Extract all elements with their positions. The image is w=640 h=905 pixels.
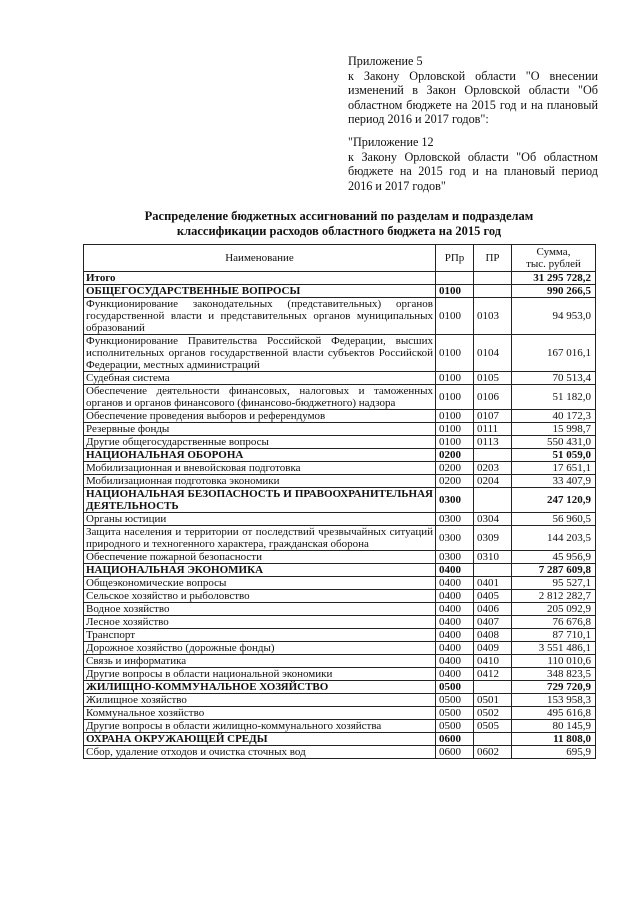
row-rpr: 0400 bbox=[436, 668, 474, 681]
row-rpr: 0200 bbox=[436, 449, 474, 462]
row-pr: 0105 bbox=[474, 372, 512, 385]
row-name: Итого bbox=[84, 272, 436, 285]
row-sum: 348 823,5 bbox=[512, 668, 596, 681]
inner-appendix-number: "Приложение 12 bbox=[348, 134, 434, 149]
table-row bbox=[84, 746, 596, 759]
row-rpr: 0400 bbox=[436, 603, 474, 616]
title-line-2: классификации расходов областного бюджета на 2015 год bbox=[176, 224, 502, 238]
row-name: ОХРАНА ОКРУЖАЮЩЕЙ СРЕДЫ bbox=[84, 733, 436, 746]
row-name: Обеспечение пожарной безопасности bbox=[84, 551, 436, 564]
row-sum: 51 059,0 bbox=[512, 449, 596, 462]
table-row bbox=[84, 629, 596, 642]
row-sum: 2 812 282,7 bbox=[512, 590, 596, 603]
row-pr bbox=[474, 285, 512, 298]
row-name: Коммунальное хозяйство bbox=[84, 707, 436, 720]
table-row bbox=[84, 436, 596, 449]
row-name: Дорожное хозяйство (дорожные фонды) bbox=[84, 642, 436, 655]
row-pr: 0409 bbox=[474, 642, 512, 655]
row-rpr: 0100 bbox=[436, 423, 474, 436]
row-rpr: 0100 bbox=[436, 385, 474, 410]
table-row bbox=[84, 603, 596, 616]
table-row bbox=[84, 707, 596, 720]
row-name: Судебная система bbox=[84, 372, 436, 385]
row-rpr: 0400 bbox=[436, 655, 474, 668]
header-rpr: РПр bbox=[436, 245, 474, 272]
row-rpr: 0100 bbox=[436, 436, 474, 449]
row-rpr: 0300 bbox=[436, 526, 474, 551]
inner-appendix-text: к Закону Орловской области "Об областном бюджете на 2015 год и на плановый период 2016 и 2017 годов" bbox=[348, 149, 598, 193]
row-sum: 17 651,1 bbox=[512, 462, 596, 475]
table-row bbox=[84, 410, 596, 423]
row-pr: 0602 bbox=[474, 746, 512, 759]
row-name: Резервные фонды bbox=[84, 423, 436, 436]
row-rpr: 0400 bbox=[436, 577, 474, 590]
row-sum: 144 203,5 bbox=[512, 526, 596, 551]
row-sum: 550 431,0 bbox=[512, 436, 596, 449]
row-rpr: 0100 bbox=[436, 298, 474, 335]
row-sum: 729 720,9 bbox=[512, 681, 596, 694]
row-pr bbox=[474, 564, 512, 577]
row-rpr: 0100 bbox=[436, 335, 474, 372]
table-row bbox=[84, 668, 596, 681]
row-sum: 110 010,6 bbox=[512, 655, 596, 668]
row-rpr: 0500 bbox=[436, 681, 474, 694]
row-pr: 0304 bbox=[474, 513, 512, 526]
row-name: Органы юстиции bbox=[84, 513, 436, 526]
row-name: Связь и информатика bbox=[84, 655, 436, 668]
row-rpr: 0400 bbox=[436, 590, 474, 603]
row-rpr: 0500 bbox=[436, 694, 474, 707]
table-row bbox=[84, 655, 596, 668]
row-sum: 51 182,0 bbox=[512, 385, 596, 410]
header-sum-line-1: Сумма, bbox=[536, 246, 571, 258]
budget-table bbox=[83, 244, 596, 759]
table-row bbox=[84, 642, 596, 655]
header-sum bbox=[512, 245, 596, 272]
row-rpr: 0400 bbox=[436, 564, 474, 577]
table-row bbox=[84, 694, 596, 707]
row-name: Функционирование законодательных (представительных) органов государственной власти и представительных органов муниципальных образований bbox=[84, 298, 436, 335]
row-pr: 0111 bbox=[474, 423, 512, 436]
row-name: Общеэкономические вопросы bbox=[84, 577, 436, 590]
row-sum: 7 287 609,8 bbox=[512, 564, 596, 577]
table-row bbox=[84, 590, 596, 603]
row-pr: 0310 bbox=[474, 551, 512, 564]
table-row bbox=[84, 616, 596, 629]
table-row bbox=[84, 551, 596, 564]
row-sum: 205 092,9 bbox=[512, 603, 596, 616]
row-name: Другие вопросы в области национальной экономики bbox=[84, 668, 436, 681]
row-name: Другие общегосударственные вопросы bbox=[84, 436, 436, 449]
row-name: Транспорт bbox=[84, 629, 436, 642]
row-sum: 45 956,9 bbox=[512, 551, 596, 564]
row-pr: 0505 bbox=[474, 720, 512, 733]
header-sum-line-2: тыс. рублей bbox=[526, 258, 581, 270]
row-name: Мобилизационная подготовка экономики bbox=[84, 475, 436, 488]
document-title bbox=[86, 209, 592, 239]
row-sum: 695,9 bbox=[512, 746, 596, 759]
row-name: ЖИЛИЩНО-КОММУНАЛЬНОЕ ХОЗЯЙСТВО bbox=[84, 681, 436, 694]
table-row bbox=[84, 577, 596, 590]
row-pr bbox=[474, 449, 512, 462]
row-name: Функционирование Правительства Российской Федерации, высших исполнительных органов государственной власти субъектов Российской Федерации, местных администраций bbox=[84, 335, 436, 372]
row-sum: 167 016,1 bbox=[512, 335, 596, 372]
header-pr: ПР bbox=[474, 245, 512, 272]
row-name: Лесное хозяйство bbox=[84, 616, 436, 629]
row-sum: 990 266,5 bbox=[512, 285, 596, 298]
row-sum: 70 513,4 bbox=[512, 372, 596, 385]
table-row bbox=[84, 423, 596, 436]
row-name: ОБЩЕГОСУДАРСТВЕННЫЕ ВОПРОСЫ bbox=[84, 285, 436, 298]
row-rpr: 0200 bbox=[436, 475, 474, 488]
row-sum: 87 710,1 bbox=[512, 629, 596, 642]
table-row bbox=[84, 385, 596, 410]
row-name: НАЦИОНАЛЬНАЯ БЕЗОПАСНОСТЬ И ПРАВООХРАНИТЕЛЬНАЯ ДЕЯТЕЛЬНОСТЬ bbox=[84, 488, 436, 513]
row-pr: 0309 bbox=[474, 526, 512, 551]
row-sum: 80 145,9 bbox=[512, 720, 596, 733]
table-row bbox=[84, 285, 596, 298]
row-pr: 0406 bbox=[474, 603, 512, 616]
row-rpr: 0400 bbox=[436, 616, 474, 629]
row-rpr: 0400 bbox=[436, 629, 474, 642]
row-sum: 56 960,5 bbox=[512, 513, 596, 526]
title-line-1: Распределение бюджетных ассигнований по разделам и подразделам bbox=[144, 209, 534, 223]
row-rpr: 0600 bbox=[436, 746, 474, 759]
appendix-text: к Закону Орловской области "О внесении изменений в Закон Орловской области "Об областном бюджете на 2015 год и на плановый период 2016 и 2017 годов": bbox=[348, 68, 598, 127]
row-pr: 0502 bbox=[474, 707, 512, 720]
row-pr: 0501 bbox=[474, 694, 512, 707]
row-sum: 40 172,3 bbox=[512, 410, 596, 423]
row-pr: 0405 bbox=[474, 590, 512, 603]
row-name: НАЦИОНАЛЬНАЯ ЭКОНОМИКА bbox=[84, 564, 436, 577]
row-pr: 0412 bbox=[474, 668, 512, 681]
row-pr: 0407 bbox=[474, 616, 512, 629]
row-pr: 0104 bbox=[474, 335, 512, 372]
row-name: НАЦИОНАЛЬНАЯ ОБОРОНА bbox=[84, 449, 436, 462]
row-pr: 0113 bbox=[474, 436, 512, 449]
row-pr: 0401 bbox=[474, 577, 512, 590]
row-name: Сельское хозяйство и рыболовство bbox=[84, 590, 436, 603]
row-pr: 0408 bbox=[474, 629, 512, 642]
row-rpr: 0300 bbox=[436, 513, 474, 526]
row-rpr: 0200 bbox=[436, 462, 474, 475]
row-name: Сбор, удаление отходов и очистка сточных вод bbox=[84, 746, 436, 759]
table-row bbox=[84, 681, 596, 694]
row-rpr: 0400 bbox=[436, 642, 474, 655]
table-row bbox=[84, 526, 596, 551]
table-row bbox=[84, 720, 596, 733]
row-rpr: 0600 bbox=[436, 733, 474, 746]
row-rpr: 0300 bbox=[436, 488, 474, 513]
row-name: Обеспечение проведения выборов и референдумов bbox=[84, 410, 436, 423]
table-row bbox=[84, 272, 596, 285]
appendix-number: Приложение 5 bbox=[348, 54, 423, 68]
row-pr: 0410 bbox=[474, 655, 512, 668]
row-name: Другие вопросы в области жилищно-коммунального хозяйства bbox=[84, 720, 436, 733]
row-pr: 0203 bbox=[474, 462, 512, 475]
row-pr bbox=[474, 733, 512, 746]
row-rpr: 0500 bbox=[436, 707, 474, 720]
row-sum: 15 998,7 bbox=[512, 423, 596, 436]
row-sum: 247 120,9 bbox=[512, 488, 596, 513]
header-name: Наименование bbox=[84, 245, 436, 272]
row-pr bbox=[474, 488, 512, 513]
row-sum: 33 407,9 bbox=[512, 475, 596, 488]
table-row bbox=[84, 475, 596, 488]
row-pr: 0107 bbox=[474, 410, 512, 423]
table-header-row bbox=[84, 245, 596, 272]
table-row bbox=[84, 449, 596, 462]
row-sum: 495 616,8 bbox=[512, 707, 596, 720]
table-row bbox=[84, 298, 596, 335]
row-pr: 0103 bbox=[474, 298, 512, 335]
row-rpr: 0100 bbox=[436, 410, 474, 423]
row-pr: 0106 bbox=[474, 385, 512, 410]
row-sum: 11 808,0 bbox=[512, 733, 596, 746]
row-sum: 31 295 728,2 bbox=[512, 272, 596, 285]
row-sum: 95 527,1 bbox=[512, 577, 596, 590]
row-name: Защита населения и территории от последствий чрезвычайных ситуаций природного и техногенного характера, гражданская оборона bbox=[84, 526, 436, 551]
row-rpr: 0100 bbox=[436, 372, 474, 385]
table-row bbox=[84, 564, 596, 577]
row-sum: 76 676,8 bbox=[512, 616, 596, 629]
table-row bbox=[84, 513, 596, 526]
row-name: Обеспечение деятельности финансовых, налоговых и таможенных органов и органов финансового (финансово-бюджетного) надзора bbox=[84, 385, 436, 410]
table-row bbox=[84, 733, 596, 746]
row-name: Водное хозяйство bbox=[84, 603, 436, 616]
table-row bbox=[84, 462, 596, 475]
table-row bbox=[84, 488, 596, 513]
row-rpr bbox=[436, 272, 474, 285]
row-pr: 0204 bbox=[474, 475, 512, 488]
row-pr bbox=[474, 272, 512, 285]
row-name: Мобилизационная и вневойсковая подготовка bbox=[84, 462, 436, 475]
row-pr bbox=[474, 681, 512, 694]
row-sum: 3 551 486,1 bbox=[512, 642, 596, 655]
row-name: Жилищное хозяйство bbox=[84, 694, 436, 707]
row-rpr: 0300 bbox=[436, 551, 474, 564]
row-rpr: 0100 bbox=[436, 285, 474, 298]
budget-table-body bbox=[84, 272, 596, 759]
row-sum: 94 953,0 bbox=[512, 298, 596, 335]
appendix-block bbox=[348, 54, 598, 193]
table-row bbox=[84, 372, 596, 385]
row-sum: 153 958,3 bbox=[512, 694, 596, 707]
row-rpr: 0500 bbox=[436, 720, 474, 733]
table-row bbox=[84, 335, 596, 372]
